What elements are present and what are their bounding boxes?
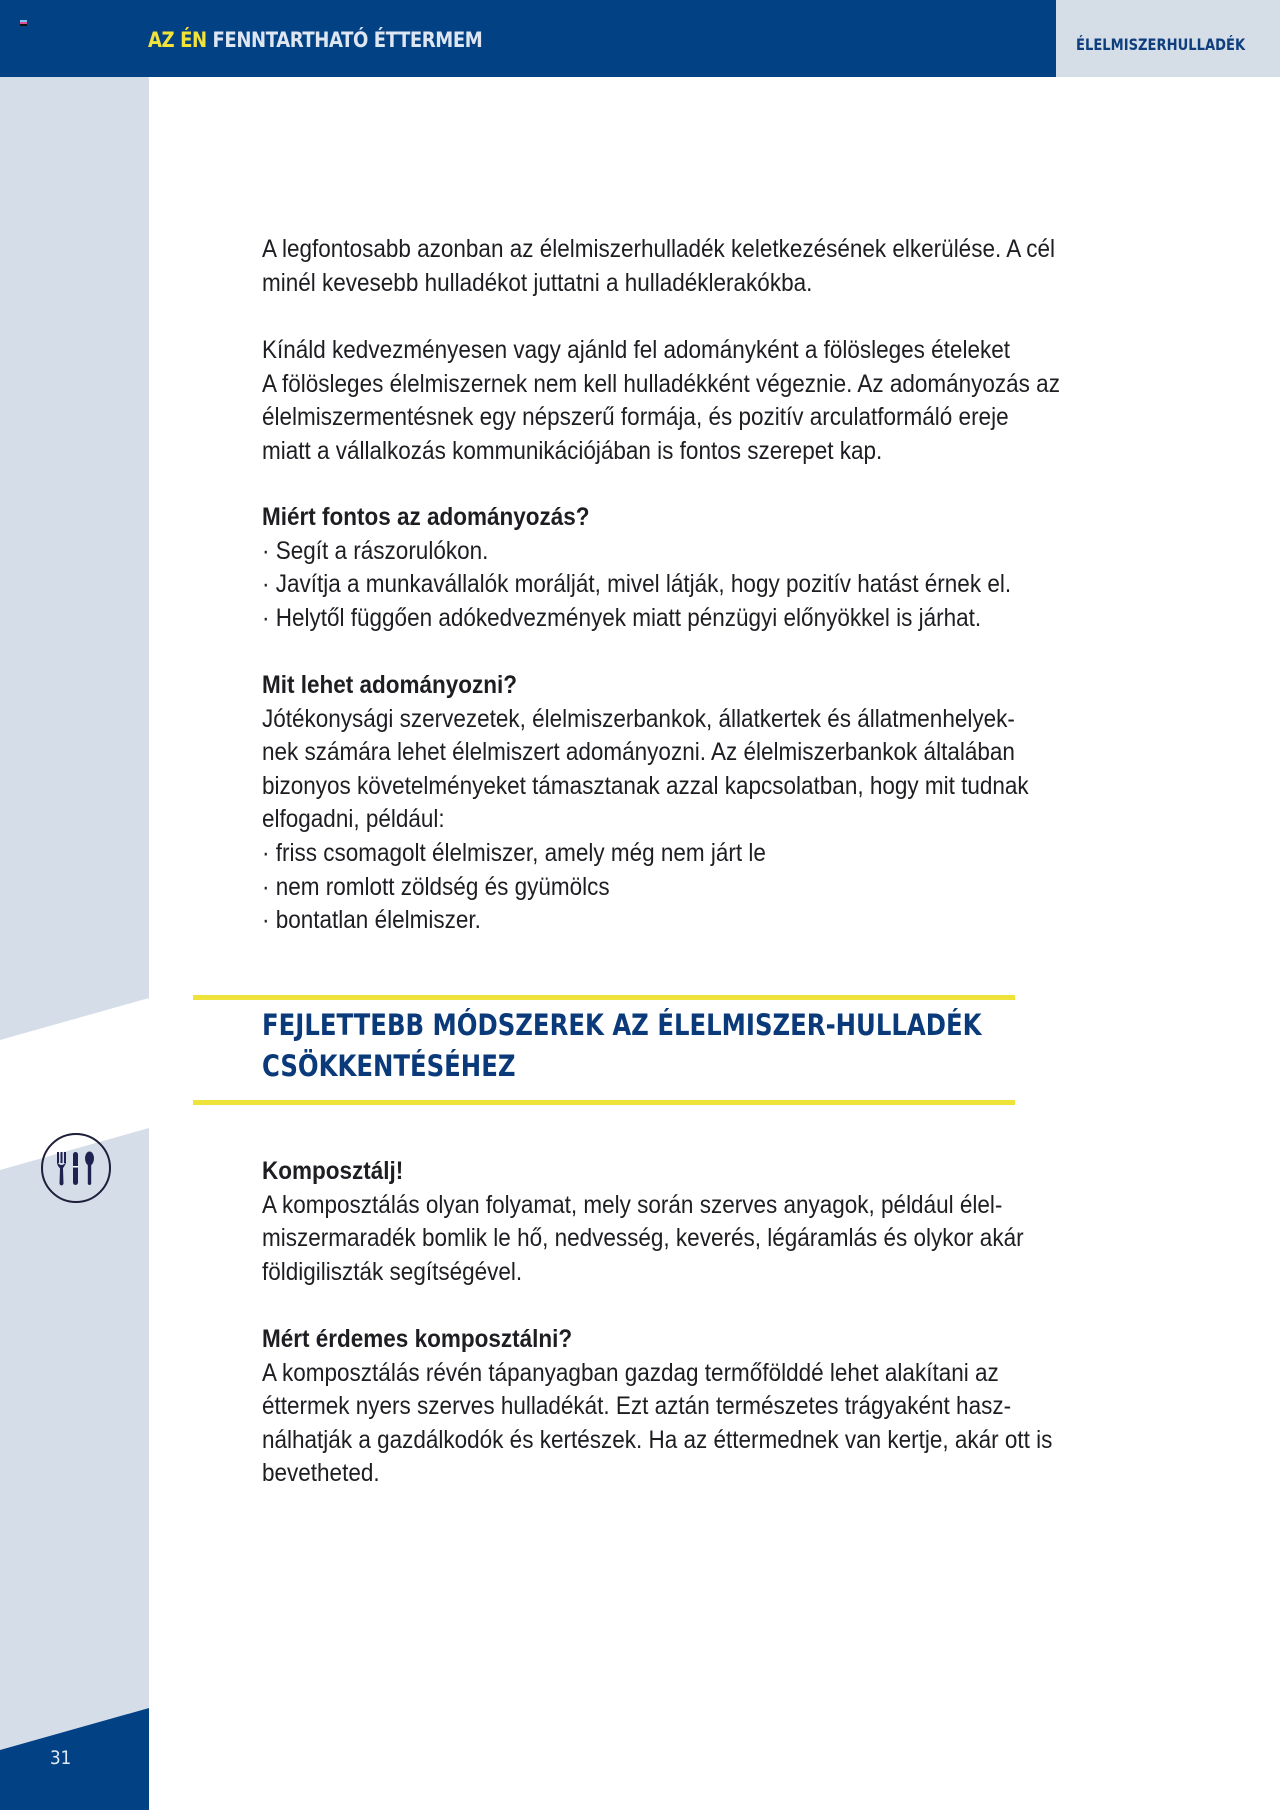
subheading: Miért fontos az adományozás?	[262, 503, 590, 531]
heading-rule-bottom	[193, 1100, 1015, 1105]
offer-paragraph	[262, 334, 1149, 468]
title-rest: FENNTARTHATÓ ÉTTERMEM	[212, 28, 483, 52]
cutlery-icon	[40, 1132, 112, 1204]
publication-title	[148, 28, 482, 52]
text-line: miszermaradék bomlik le hő, nedvesség, keverés, légáramlás és olykor akár	[262, 1224, 1024, 1253]
list-item: · nem romlott zöldség és gyümölcs	[262, 872, 610, 901]
subheading: Mért érdemes komposztálni?	[262, 1325, 573, 1353]
text-line: A fölösleges élelmiszernek nem kell hulladékként végeznie. Az adományozás az	[262, 369, 1060, 398]
text-line: A komposztálás olyan folyamat, mely során szerves anyagok, például élel-	[262, 1190, 1003, 1219]
sidebar-background	[0, 77, 149, 1810]
what-donate-section	[262, 669, 1114, 938]
sidebar	[0, 77, 149, 1810]
intro-paragraph	[262, 233, 1143, 300]
text-line: földigiliszták segítségével.	[262, 1257, 523, 1286]
text-line: bevetheted.	[262, 1459, 380, 1488]
sidebar-light-top	[0, 77, 149, 1040]
list-item: · bontatlan élelmiszer.	[262, 906, 481, 935]
list-item: · friss csomagolt élelmiszer, amely még nem járt le	[262, 838, 766, 867]
text-line: nek számára lehet élelmiszert adományozni. Az élelmiszerbankok általában	[262, 738, 1015, 767]
compost-section	[262, 1155, 1108, 1289]
why-compost-section	[262, 1323, 1140, 1491]
section-label: ÉLELMISZERHULLADÉK	[1076, 35, 1246, 54]
list-item: · Javítja a munkavállalók morálját, mivel látják, hogy pozitív hatást érnek el.	[262, 570, 1012, 599]
text-line: éttermek nyers szerves hulladékát. Ezt aztán természetes trágyaként hasz-	[262, 1392, 1012, 1421]
text-line: minél kevesebb hulladékot juttatni a hulladéklerakókba.	[262, 268, 813, 297]
header-bar	[0, 0, 1280, 77]
text-line: Jótékonysági szervezetek, élelmiszerbankok, állatkertek és állatmenhelyek-	[262, 704, 1015, 733]
list-item: · Segít a rászorulókon.	[262, 536, 489, 565]
text-line: miatt a vállalkozás kommunikációjában is fontos szerepet kap.	[262, 436, 883, 465]
text-line: nálhatják a gazdálkodók és kertészek. Ha az éttermednek van kertje, akár ott is	[262, 1425, 1053, 1454]
heading-line: FEJLETTEBB MÓDSZEREK AZ ÉLELMISZER-HULLADÉK	[262, 1008, 982, 1042]
text-line: A komposztálás révén tápanyagban gazdag termőfölddé lehet alakítani az	[262, 1358, 999, 1387]
text-line: Kínáld kedvezményesen vagy ajánld fel adományként a fölösleges ételeket	[262, 336, 1010, 364]
flag-icon	[20, 20, 27, 27]
title-highlight: AZ ÉN	[148, 28, 207, 52]
text-line: elfogadni, például:	[262, 805, 445, 834]
text-line: A legfontosabb azonban az élelmiszerhulladék keletkezésének elkerülése. A cél	[262, 235, 1056, 263]
heading-rule-top	[193, 995, 1015, 1000]
section-tab	[1056, 0, 1280, 77]
subheading: Mit lehet adományozni?	[262, 671, 518, 699]
text-line: bizonyos követelményeket támasztanak azzal kapcsolatban, hogy mit tudnak	[262, 771, 1029, 800]
page-number: 31	[50, 1747, 72, 1769]
list-item: · Helytől függően adókedvezmények miatt pénzügyi előnyökkel is járhat.	[262, 603, 982, 632]
subheading: Komposztálj!	[262, 1157, 404, 1185]
why-donate-section	[262, 501, 1094, 635]
heading-line: CSÖKKENTÉSÉHEZ	[262, 1049, 516, 1083]
section-heading	[262, 1005, 1119, 1087]
text-line: élelmiszermentésnek egy népszerű formája, és pozitív arculatformáló ereje	[262, 403, 1009, 432]
sidebar-light-bottom	[0, 1128, 149, 1750]
